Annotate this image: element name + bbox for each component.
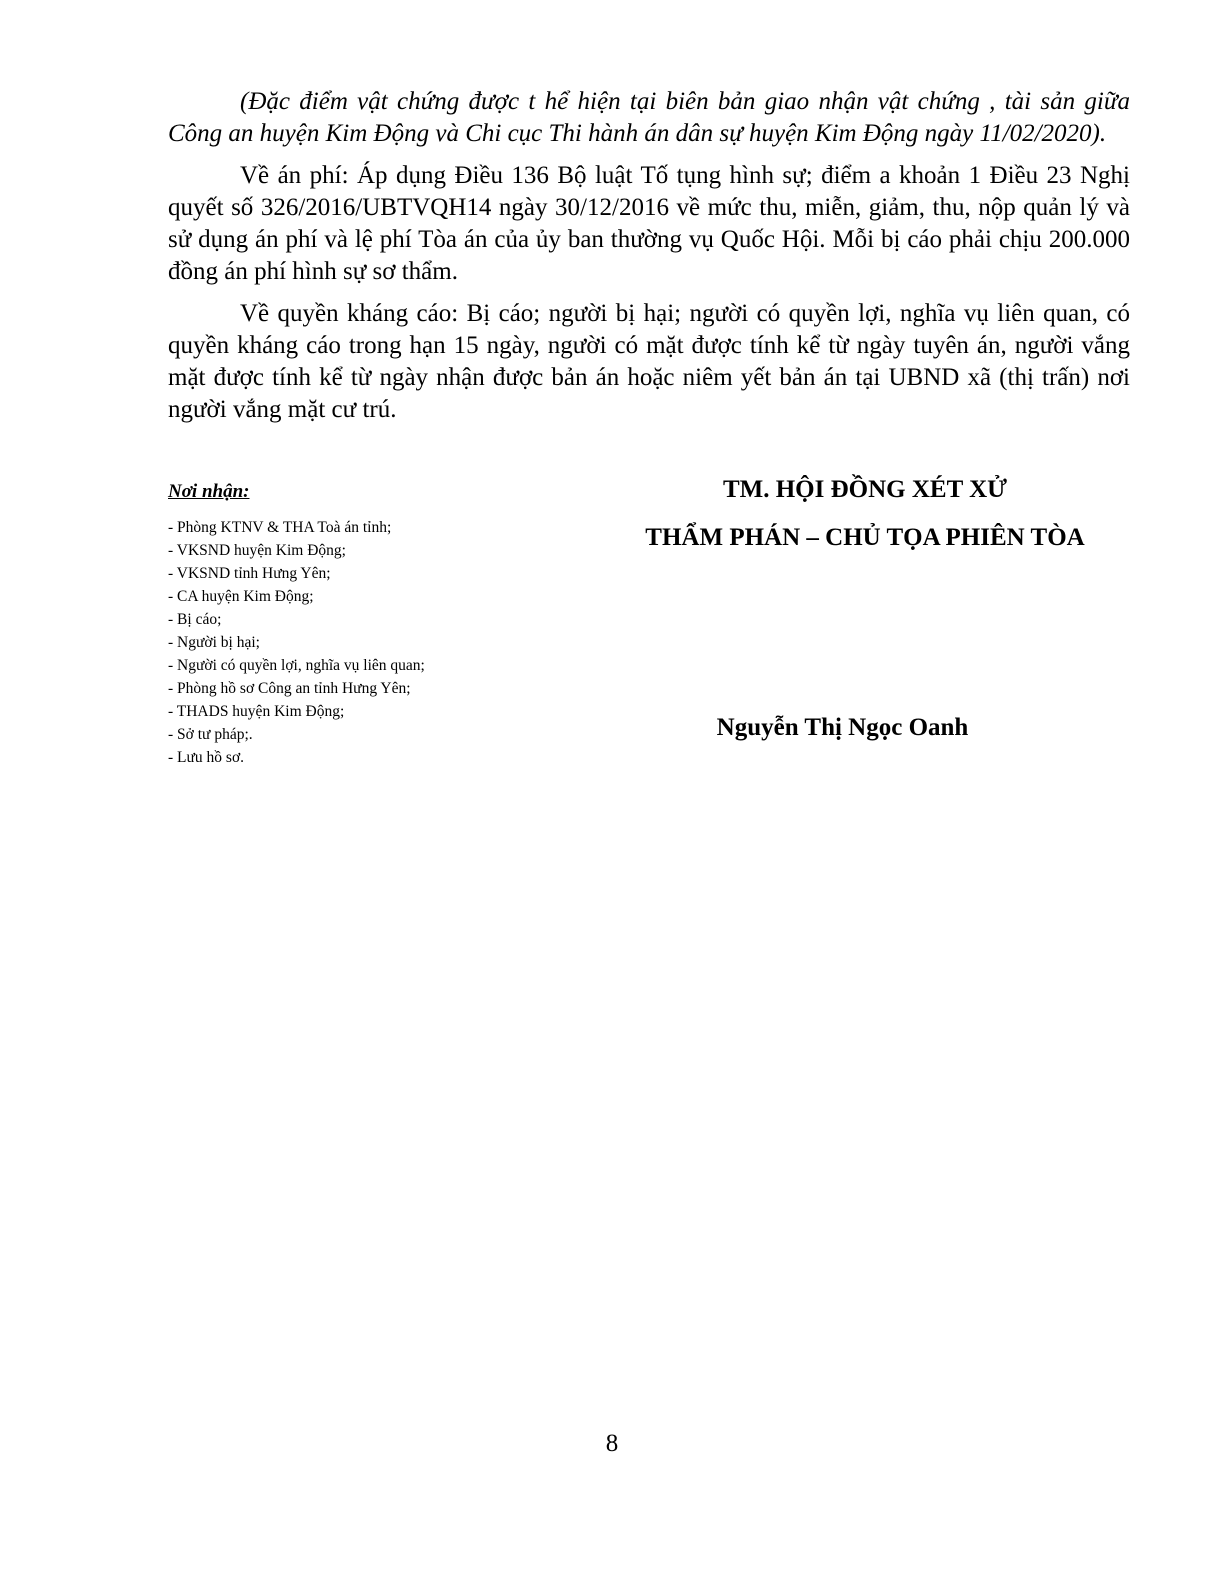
recipient-item: - Người bị hại; xyxy=(168,631,588,654)
recipient-item: - Phòng hồ sơ Công an tỉnh Hưng Yên; xyxy=(168,677,588,700)
recipient-item: - VKSND huyện Kim Động; xyxy=(168,539,588,562)
signature-council-title: TM. HỘI ĐỒNG XÉT XỬ xyxy=(722,476,1008,503)
recipient-item: - Người có quyền lợi, nghĩa vụ liên quan; xyxy=(168,654,588,677)
recipients-block xyxy=(168,480,588,769)
recipient-item: - Bị cáo; xyxy=(168,608,588,631)
recipient-item: - THADS huyện Kim Động; xyxy=(168,700,588,723)
recipient-item: - Lưu hồ sơ. xyxy=(168,746,588,769)
recipient-item: - CA huyện Kim Động; xyxy=(168,585,588,608)
signature-judge-title: THẨM PHÁN – CHỦ TỌA PHIÊN TÒA xyxy=(645,524,1085,551)
recipients-list xyxy=(168,516,588,769)
signature-block xyxy=(600,474,1130,554)
court-fee-paragraph: Về án phí: Áp dụng Điều 136 Bộ luật Tố tụng hình sự; điểm a khoản 1 Điều 23 Nghị quyết số 326/2016/UBTVQH14 ngày 30/12/2016 về mức thu, miễn, giảm, thu, nộp quản lý và sử dụng án phí và lệ phí Tòa án của ủy ban thường vụ Quốc Hội. Mỗi bị cáo phải chịu 200.000 đồng án phí hình sự sơ thẩm. xyxy=(168,162,1130,285)
recipient-item: - VKSND tỉnh Hưng Yên; xyxy=(168,562,588,585)
recipient-item: - Sở tư pháp;. xyxy=(168,723,588,746)
signer-name: Nguyễn Thị Ngọc Oanh xyxy=(716,714,969,741)
recipient-item: - Phòng KTNV & THA Toà án tỉnh; xyxy=(168,516,588,539)
recipients-title: Nơi nhận: xyxy=(168,481,250,502)
appeal-rights-paragraph: Về quyền kháng cáo: Bị cáo; người bị hại; người có quyền lợi, nghĩa vụ liên quan, có quyền kháng cáo trong hạn 15 ngày, người có mặt được tính kể từ ngày tuyên án, người vắng mặt được tính kể từ ngày nhận được bản án hoặc niêm yết bản án tại UBND xã (thị trấn) nơi người vắng mặt cư trú. xyxy=(168,300,1130,423)
page-number: 8 xyxy=(605,1430,619,1457)
document-body xyxy=(168,86,1130,436)
evidence-note-paragraph: (Đặc điểm vật chứng được t hể hiện tại biên bản giao nhận vật chứng , tài sản giữa Công an huyện Kim Động và Chi cục Thi hành án dân sự huyện Kim Động ngày 11/02/2020). xyxy=(168,88,1130,147)
